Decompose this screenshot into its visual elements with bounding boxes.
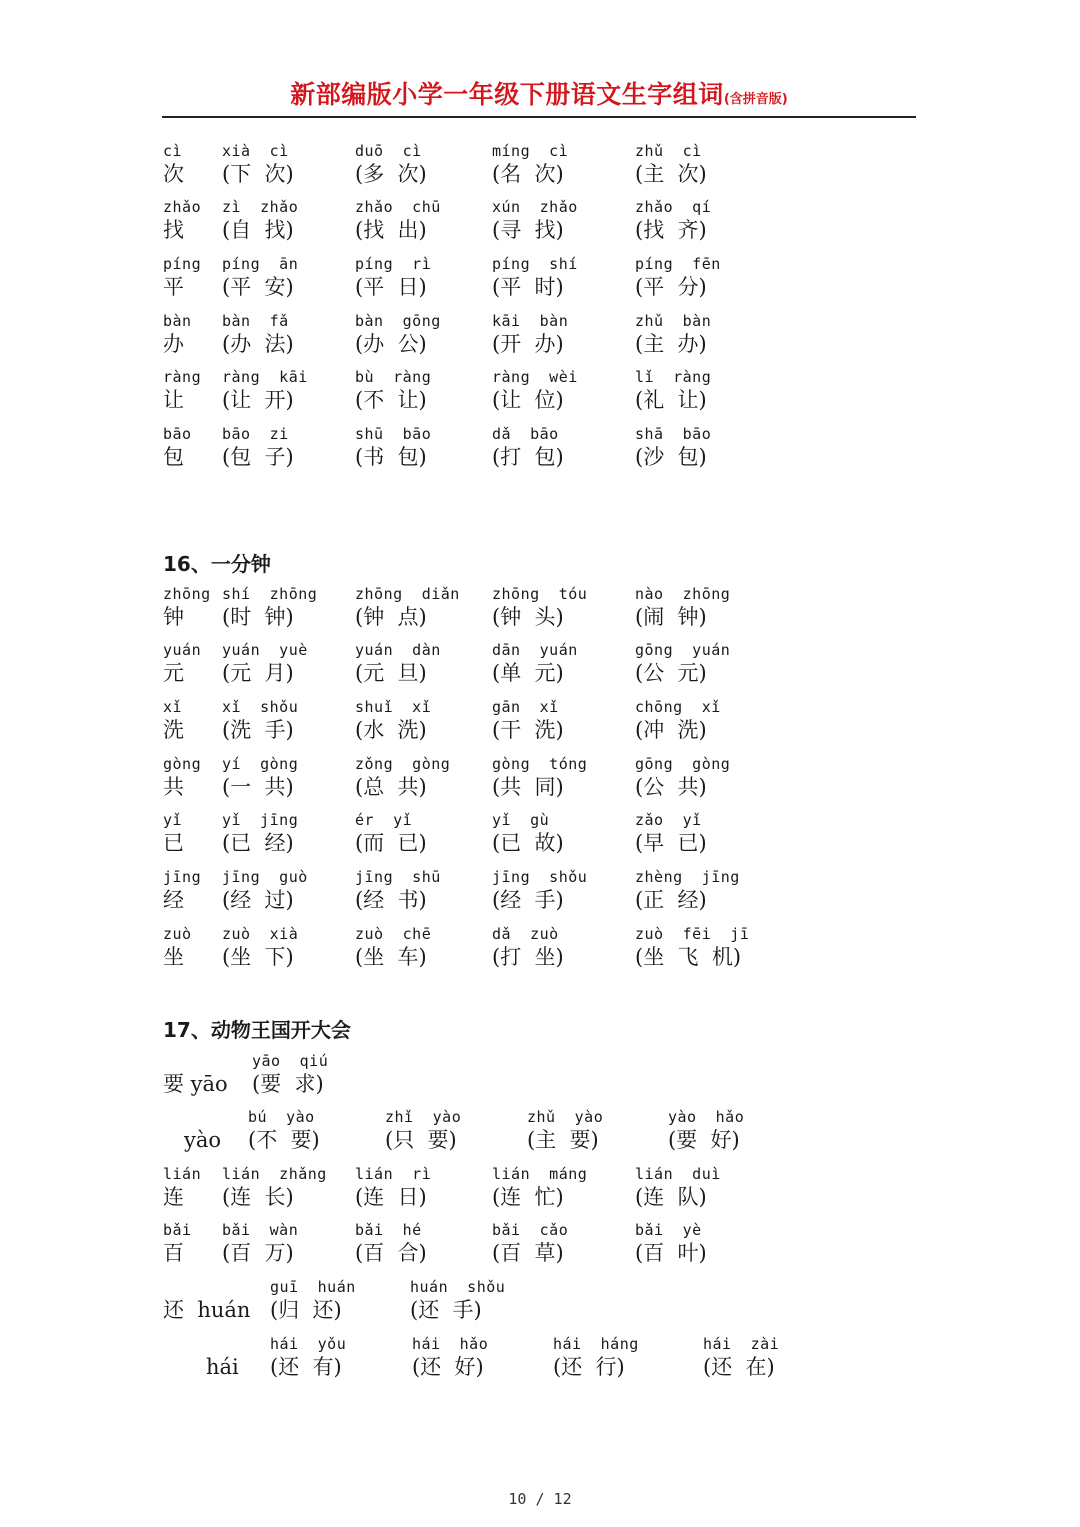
pinyin-text: hái hǎo (412, 1335, 489, 1353)
pinyin-text: bǎi hé (355, 1221, 422, 1239)
pinyin-text: dǎ zuò (492, 925, 559, 943)
hanzi-text: (平 时) (492, 275, 564, 299)
word-entry (492, 368, 578, 414)
word-entry (355, 142, 427, 188)
word-entry (635, 585, 730, 631)
pinyin-text: zuò fēi jī (635, 925, 750, 943)
pinyin-text: dān yuán (492, 641, 578, 659)
pinyin-text: xià cì (222, 142, 289, 160)
word-entry (222, 255, 298, 301)
word-row (0, 1335, 1080, 1387)
hanzi-text: 还 huán (163, 1298, 251, 1322)
word-entry (635, 1165, 721, 1211)
word-row (0, 811, 1080, 863)
pinyin-text: bù ràng (355, 368, 432, 386)
word-entry (703, 1335, 779, 1381)
word-entry (492, 755, 587, 801)
word-entry (385, 1108, 461, 1154)
hanzi-text: (还 好) (412, 1355, 484, 1379)
word-entry (492, 698, 564, 744)
word-row (0, 755, 1080, 807)
word-entry (248, 1108, 320, 1154)
hanzi-text: (公 共) (635, 775, 707, 799)
word-entry (222, 198, 298, 244)
word-entry (355, 312, 441, 358)
character-entry (163, 868, 201, 914)
word-entry (222, 585, 317, 631)
hanzi-text: (名 次) (492, 162, 564, 186)
word-entry (222, 368, 308, 414)
pinyin-text: lián máng (492, 1165, 588, 1183)
hanzi-text: (还 手) (410, 1298, 482, 1322)
hanzi-text: (要 求) (252, 1072, 324, 1096)
hanzi-text: (元 旦) (355, 661, 427, 685)
pinyin-text: zuò xià (222, 925, 299, 943)
pinyin-text: zì zhǎo (222, 198, 299, 216)
section-title: 16、一分钟 (163, 552, 271, 576)
pinyin-text: zǎo yǐ (635, 811, 702, 829)
hanzi-text: (包 子) (222, 445, 294, 469)
hanzi-text: (找 齐) (635, 218, 707, 242)
word-entry (222, 925, 298, 971)
hanzi-text: (一 共) (222, 775, 294, 799)
word-entry (270, 1278, 356, 1324)
word-row (0, 312, 1080, 364)
hanzi-text: (还 行) (553, 1355, 625, 1379)
pinyin-text: ràng kāi (222, 368, 308, 386)
hanzi-text: (坐 下) (222, 945, 294, 969)
hanzi-text: (共 同) (492, 775, 564, 799)
word-entry (635, 198, 711, 244)
pinyin-text: huán shǒu (410, 1278, 506, 1296)
hanzi-text: (洗 手) (222, 718, 294, 742)
pinyin-text: yǐ gù (492, 811, 550, 829)
pinyin-text (206, 1335, 239, 1353)
hanzi-text: (主 办) (635, 332, 707, 356)
word-entry (355, 641, 441, 687)
pinyin-text: cì (163, 142, 183, 160)
word-entry (492, 925, 564, 971)
hanzi-text: 平 (163, 275, 184, 299)
word-entry (553, 1335, 639, 1381)
pinyin-text: guī huán (270, 1278, 356, 1296)
pinyin-text: lián duì (635, 1165, 721, 1183)
pinyin-text: bàn (163, 312, 192, 330)
word-entry (492, 811, 564, 857)
page-title: 新部编版小学一年级下册语文生字组词 (290, 80, 724, 109)
hanzi-text: (不 要) (248, 1128, 320, 1152)
character-entry (206, 1335, 239, 1381)
word-row (0, 1108, 1080, 1160)
word-entry (635, 312, 711, 358)
word-entry (635, 641, 730, 687)
hanzi-text: (正 经) (635, 888, 707, 912)
hanzi-text: (早 已) (635, 831, 707, 855)
word-entry (492, 641, 578, 687)
pinyin-text: zhǐ yào (385, 1108, 462, 1126)
hanzi-text: (总 共) (355, 775, 427, 799)
hanzi-text: (已 经) (222, 831, 294, 855)
hanzi-text: (找 出) (355, 218, 427, 242)
hanzi-text: (坐 飞 机) (635, 945, 742, 969)
word-entry (492, 1165, 587, 1211)
hanzi-text: (连 队) (635, 1185, 707, 1209)
pinyin-text: zǒng gòng (355, 755, 451, 773)
character-entry (163, 925, 192, 971)
hanzi-text: (书 包) (355, 445, 427, 469)
pinyin-text: bāo zi (222, 425, 289, 443)
pinyin-text: píng (163, 255, 202, 273)
character-entry (163, 425, 192, 471)
hanzi-text: 百 (163, 1241, 184, 1265)
word-entry (492, 142, 568, 188)
pinyin-text: píng shí (492, 255, 578, 273)
word-entry (492, 585, 587, 631)
pinyin-text: gòng tóng (492, 755, 588, 773)
hanzi-text: 坐 (163, 945, 184, 969)
pinyin-text (163, 1052, 228, 1070)
hanzi-text: 包 (163, 445, 184, 469)
character-entry (163, 312, 192, 358)
hanzi-text: (闹 钟) (635, 605, 707, 629)
hanzi-text: 已 (163, 831, 184, 855)
word-entry (355, 198, 441, 244)
word-entry (668, 1108, 744, 1154)
pinyin-text: zhǎo qí (635, 198, 712, 216)
character-entry (163, 585, 211, 631)
pinyin-text: ér yǐ (355, 811, 413, 829)
section-title: 17、动物王国开大会 (163, 1018, 351, 1042)
hanzi-text: (沙 包) (635, 445, 707, 469)
pinyin-text: píng ān (222, 255, 299, 273)
word-entry (635, 425, 711, 471)
word-entry (222, 641, 308, 687)
hanzi-text: (平 安) (222, 275, 294, 299)
hanzi-text: 共 (163, 775, 184, 799)
pinyin-text: jīng (163, 868, 202, 886)
hanzi-text: (办 公) (355, 332, 427, 356)
word-row (0, 641, 1080, 693)
word-entry (222, 312, 294, 358)
pinyin-text: lián zhǎng (222, 1165, 327, 1183)
pinyin-text: duō cì (355, 142, 422, 160)
hanzi-text: (钟 点) (355, 605, 427, 629)
hanzi-text: (而 已) (355, 831, 427, 855)
hanzi-text: (连 忙) (492, 1185, 564, 1209)
hanzi-text: (连 长) (222, 1185, 294, 1209)
hanzi-text: (冲 洗) (635, 718, 707, 742)
pinyin-text: ràng (163, 368, 202, 386)
word-entry (355, 1221, 427, 1267)
hanzi-text: (百 合) (355, 1241, 427, 1265)
pinyin-text: shí zhōng (222, 585, 318, 603)
pinyin-text: jīng shū (355, 868, 441, 886)
hanzi-text: (元 月) (222, 661, 294, 685)
word-entry (222, 142, 294, 188)
pinyin-text: shā bāo (635, 425, 712, 443)
hanzi-text: (公 元) (635, 661, 707, 685)
pinyin-text: zhǔ yào (527, 1108, 604, 1126)
word-row (0, 585, 1080, 637)
pinyin-text: shū bāo (355, 425, 432, 443)
pinyin-text: bǎi (163, 1221, 192, 1239)
hanzi-text: (经 手) (492, 888, 564, 912)
character-entry (163, 1052, 228, 1098)
hanzi-text: 经 (163, 888, 184, 912)
pinyin-text: bāo (163, 425, 192, 443)
word-entry (222, 698, 298, 744)
pinyin-text (163, 1278, 250, 1296)
pinyin-text: hái yǒu (270, 1335, 347, 1353)
word-entry (492, 255, 578, 301)
word-entry (492, 1221, 568, 1267)
pinyin-text: zhǔ cì (635, 142, 702, 160)
pinyin-text: yuán (163, 641, 202, 659)
word-entry (412, 1335, 488, 1381)
word-entry (355, 698, 431, 744)
hanzi-text: (归 还) (270, 1298, 342, 1322)
pinyin-text: zhōng tóu (492, 585, 588, 603)
hanzi-text: (还 有) (270, 1355, 342, 1379)
word-entry (222, 1165, 327, 1211)
word-entry (222, 425, 294, 471)
pinyin-text: zhèng jīng (635, 868, 740, 886)
pinyin-text: zhǔ bàn (635, 312, 712, 330)
hanzi-text: (让 位) (492, 388, 564, 412)
pinyin-text: xǐ shǒu (222, 698, 299, 716)
pinyin-text: gòng (163, 755, 202, 773)
word-entry (355, 925, 431, 971)
hanzi-text: (连 日) (355, 1185, 427, 1209)
pinyin-text: zuò chē (355, 925, 432, 943)
character-entry (163, 198, 201, 244)
character-entry (163, 1221, 192, 1267)
hanzi-text: (百 万) (222, 1241, 294, 1265)
pinyin-text: hái háng (553, 1335, 639, 1353)
word-entry (355, 425, 431, 471)
word-entry (355, 585, 460, 631)
word-entry (355, 368, 431, 414)
pinyin-text: píng rì (355, 255, 432, 273)
hanzi-text: (坐 车) (355, 945, 427, 969)
hanzi-text: (主 次) (635, 162, 707, 186)
hanzi-text: 要 yāo (163, 1072, 228, 1096)
hanzi-text: (经 书) (355, 888, 427, 912)
word-entry (222, 868, 308, 914)
word-row (0, 1052, 1080, 1104)
hanzi-text: 连 (163, 1185, 184, 1209)
hanzi-text: 让 (163, 388, 184, 412)
word-row (0, 1165, 1080, 1217)
hanzi-text: (多 次) (355, 162, 427, 186)
hanzi-text: (不 让) (355, 388, 427, 412)
pinyin-text: yuán dàn (355, 641, 441, 659)
word-entry (635, 868, 740, 914)
pinyin-text: lǐ ràng (635, 368, 712, 386)
character-entry (163, 641, 201, 687)
hanzi-text: (水 洗) (355, 718, 427, 742)
character-entry (163, 1278, 250, 1324)
word-entry (355, 1165, 431, 1211)
character-entry (163, 811, 184, 857)
pinyin-text: bǎi cǎo (492, 1221, 569, 1239)
word-entry (355, 255, 431, 301)
pinyin-text: shuǐ xǐ (355, 698, 432, 716)
hanzi-text: 元 (163, 661, 184, 685)
hanzi-text: (还 在) (703, 1355, 775, 1379)
pinyin-text: yāo qiú (252, 1052, 329, 1070)
word-entry (222, 755, 298, 801)
pinyin-text: kāi bàn (492, 312, 569, 330)
word-entry (635, 368, 711, 414)
pinyin-text: yǐ jīng (222, 811, 299, 829)
hanzi-text: hái (206, 1355, 239, 1379)
word-entry (527, 1108, 603, 1154)
word-entry (635, 755, 730, 801)
character-entry (163, 255, 201, 301)
hanzi-text: (办 法) (222, 332, 294, 356)
pinyin-text: xǐ (163, 698, 183, 716)
pinyin-text: zhǎo chū (355, 198, 441, 216)
hanzi-text: (主 要) (527, 1128, 599, 1152)
word-entry (355, 868, 441, 914)
hanzi-text: yào (184, 1128, 222, 1152)
character-entry (163, 1165, 201, 1211)
word-entry (222, 811, 298, 857)
word-entry (635, 255, 721, 301)
pinyin-text: zuò (163, 925, 192, 943)
pinyin-text: jīng guò (222, 868, 308, 886)
hanzi-text: (礼 让) (635, 388, 707, 412)
pinyin-text: gān xǐ (492, 698, 559, 716)
hanzi-text: (只 要) (385, 1128, 457, 1152)
pinyin-text: yǐ (163, 811, 183, 829)
hanzi-text: (单 元) (492, 661, 564, 685)
word-entry (635, 142, 707, 188)
pinyin-text: gōng gòng (635, 755, 731, 773)
word-row (0, 142, 1080, 194)
pinyin-text: bú yào (248, 1108, 315, 1126)
hanzi-text: 办 (163, 332, 184, 356)
hanzi-text: (钟 头) (492, 605, 564, 629)
pinyin-text: bǎi wàn (222, 1221, 299, 1239)
pinyin-text: jīng shǒu (492, 868, 588, 886)
hanzi-text: (平 分) (635, 275, 707, 299)
pinyin-text: yào hǎo (668, 1108, 745, 1126)
hanzi-text: 次 (163, 162, 184, 186)
word-row (0, 925, 1080, 977)
word-entry (635, 925, 749, 971)
hanzi-text: (百 草) (492, 1241, 564, 1265)
word-entry (355, 755, 450, 801)
word-row (0, 698, 1080, 750)
hanzi-text: (干 洗) (492, 718, 564, 742)
pinyin-text: zhǎo (163, 198, 202, 216)
word-entry (492, 868, 587, 914)
hanzi-text: (自 找) (222, 218, 294, 242)
word-entry (355, 811, 427, 857)
hanzi-text: (要 好) (668, 1128, 740, 1152)
hanzi-text: (让 开) (222, 388, 294, 412)
hanzi-text: 找 (163, 218, 184, 242)
hanzi-text: (打 坐) (492, 945, 564, 969)
pinyin-text: yí gòng (222, 755, 299, 773)
word-entry (270, 1335, 346, 1381)
hanzi-text: (时 钟) (222, 605, 294, 629)
pinyin-text: zhōng diǎn (355, 585, 460, 603)
page-number: 10 / 12 (508, 1490, 572, 1508)
hanzi-text: (寻 找) (492, 218, 564, 242)
pinyin-text: chōng xǐ (635, 698, 721, 716)
pinyin-text: yuán yuè (222, 641, 308, 659)
pinyin-text: bàn gōng (355, 312, 441, 330)
hanzi-text: (开 办) (492, 332, 564, 356)
word-row (0, 868, 1080, 920)
pinyin-text (184, 1108, 221, 1126)
pinyin-text: míng cì (492, 142, 569, 160)
character-entry (184, 1108, 221, 1154)
hanzi-text: (已 故) (492, 831, 564, 855)
pinyin-text: gōng yuán (635, 641, 731, 659)
pinyin-text: zhōng (163, 585, 211, 603)
pinyin-text: bàn fǎ (222, 312, 289, 330)
hanzi-text: 钟 (163, 605, 184, 629)
word-row (0, 198, 1080, 250)
word-row (0, 255, 1080, 307)
word-row (0, 425, 1080, 477)
hanzi-text: (经 过) (222, 888, 294, 912)
pinyin-text: nào zhōng (635, 585, 731, 603)
character-entry (163, 698, 184, 744)
page-subtitle: (含拼音版) (723, 92, 788, 107)
word-entry (635, 811, 707, 857)
pinyin-text: lián rì (355, 1165, 432, 1183)
word-entry (492, 198, 578, 244)
word-entry (222, 1221, 298, 1267)
hanzi-text: (下 次) (222, 162, 294, 186)
word-entry (492, 425, 564, 471)
pinyin-text: dǎ bāo (492, 425, 559, 443)
pinyin-text: ràng wèi (492, 368, 578, 386)
word-entry (492, 312, 568, 358)
word-entry (635, 1221, 707, 1267)
character-entry (163, 142, 184, 188)
word-row (0, 1221, 1080, 1273)
word-entry (635, 698, 721, 744)
pinyin-text: xún zhǎo (492, 198, 578, 216)
character-entry (163, 368, 201, 414)
word-row (0, 368, 1080, 420)
hanzi-text: (百 叶) (635, 1241, 707, 1265)
hanzi-text: 洗 (163, 718, 184, 742)
hanzi-text: (打 包) (492, 445, 564, 469)
hanzi-text: (平 日) (355, 275, 427, 299)
word-row (0, 1278, 1080, 1330)
word-entry (410, 1278, 505, 1324)
pinyin-text: bǎi yè (635, 1221, 702, 1239)
pinyin-text: píng fēn (635, 255, 721, 273)
pinyin-text: lián (163, 1165, 202, 1183)
pinyin-text: hái zài (703, 1335, 780, 1353)
word-entry (252, 1052, 328, 1098)
character-entry (163, 755, 201, 801)
